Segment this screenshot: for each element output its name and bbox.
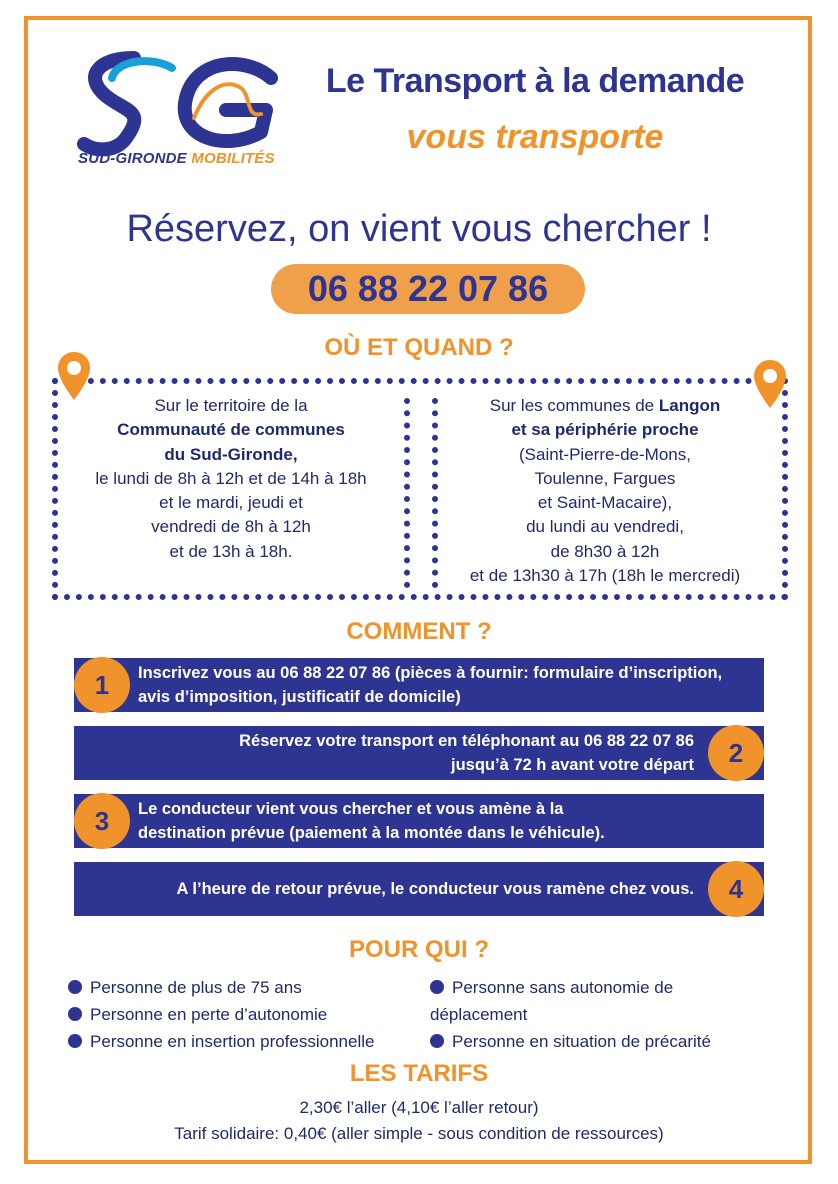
- tarif-standard: 2,30€ l’aller (4,10€ l’aller retour): [299, 1098, 539, 1117]
- where-when-heading: OÙ ET QUAND ?: [324, 334, 514, 361]
- step-2-line: jusqu’à 72 h avant votre départ: [451, 756, 694, 774]
- who-heading: POUR QUI ?: [348, 936, 489, 963]
- step-3-bar: [74, 794, 764, 848]
- step-2-number: 2: [708, 725, 764, 781]
- tarif-solidaire: Tarif solidaire: 0,40€ (aller simple - sous condition de ressources): [174, 1124, 664, 1143]
- step-1-number: 1: [74, 657, 130, 713]
- who-left-list: [68, 974, 418, 1055]
- where-right-line: (Saint-Pierre-de-Mons,: [519, 444, 691, 464]
- where-left-line: le lundi de 8h à 12h et de 14h à 18h: [95, 468, 367, 488]
- where-right-line: du lundi au vendredi,: [526, 517, 684, 537]
- logo-brand-main: SUD-GIRONDE: [78, 150, 187, 167]
- dotted-divider-left: [404, 398, 410, 588]
- step-4-line: A l’heure de retour prévue, le conducteur vous ramène chez vous.: [176, 880, 694, 898]
- logo-wordmark: [78, 150, 288, 167]
- list-item: Personne sans autonomie de: [430, 974, 770, 1001]
- step-1-line: Inscrivez vous au 06 88 22 07 86 (pièces à fournir: formulaire d’inscription,: [138, 664, 723, 682]
- tarifs-heading: LES TARIFS: [349, 1060, 489, 1087]
- page-subtitle: vous transporte: [406, 118, 664, 156]
- where-left-line: Sur le territoire de la: [154, 396, 308, 415]
- logo-brand-sub: MOBILITÉS: [191, 150, 275, 167]
- step-4-number: 4: [708, 861, 764, 917]
- where-right-line: Sur les communes de Langon: [489, 396, 721, 415]
- where-right-line: et de 13h30 à 17h (18h le mercredi): [469, 566, 741, 586]
- where-left-line: du Sud-Gironde,: [164, 444, 298, 464]
- step-1-line: avis d’imposition, justificatif de domicile): [138, 688, 461, 706]
- where-left-line: et de 13h à 18h.: [169, 541, 293, 561]
- bullet-icon: [430, 1034, 444, 1048]
- list-item: Personne de plus de 75 ans: [68, 974, 418, 1001]
- how-heading: COMMENT ?: [346, 618, 492, 645]
- bullet-icon: [430, 980, 444, 994]
- step-3-number: 3: [74, 793, 130, 849]
- who-right-list: [430, 974, 770, 1055]
- step-4-bar: [74, 862, 764, 916]
- bullet-icon: [68, 980, 82, 994]
- where-right-line: et sa périphérie proche: [511, 420, 699, 440]
- dotted-divider-right: [432, 398, 438, 588]
- tagline: Réservez, on vient vous chercher !: [126, 208, 712, 250]
- step-3-line: Le conducteur vient vous chercher et vous amène à la: [138, 800, 564, 818]
- where-left-line: et le mardi, jeudi et: [159, 493, 303, 513]
- step-3-line: destination prévue (paiement à la montée dans le véhicule).: [138, 824, 605, 842]
- list-item: Personne en situation de précarité: [430, 1028, 770, 1055]
- list-item-continuation: déplacement: [430, 1005, 528, 1024]
- step-1-bar: [74, 658, 764, 712]
- where-right-line: et Saint-Macaire),: [537, 493, 673, 513]
- step-2-bar: [74, 726, 764, 780]
- where-right-line: Toulenne, Fargues: [534, 468, 676, 488]
- bullet-icon: [68, 1034, 82, 1048]
- bullet-icon: [68, 1007, 82, 1021]
- list-item: Personne en perte d’autonomie: [68, 1001, 418, 1028]
- page-title: Le Transport à la demande: [325, 62, 745, 100]
- where-left-line: vendredi de 8h à 12h: [151, 517, 311, 537]
- phone-number-badge[interactable]: 06 88 22 07 86: [271, 264, 585, 314]
- where-left-column: [70, 394, 392, 564]
- where-right-column: [444, 394, 766, 588]
- where-right-line: de 8h30 à 12h: [550, 541, 660, 561]
- list-item: Personne en insertion professionnelle: [68, 1028, 418, 1055]
- step-2-line: Réservez votre transport en téléphonant au 06 88 22 07 86: [239, 732, 694, 750]
- where-left-line: Communauté de communes: [117, 420, 345, 440]
